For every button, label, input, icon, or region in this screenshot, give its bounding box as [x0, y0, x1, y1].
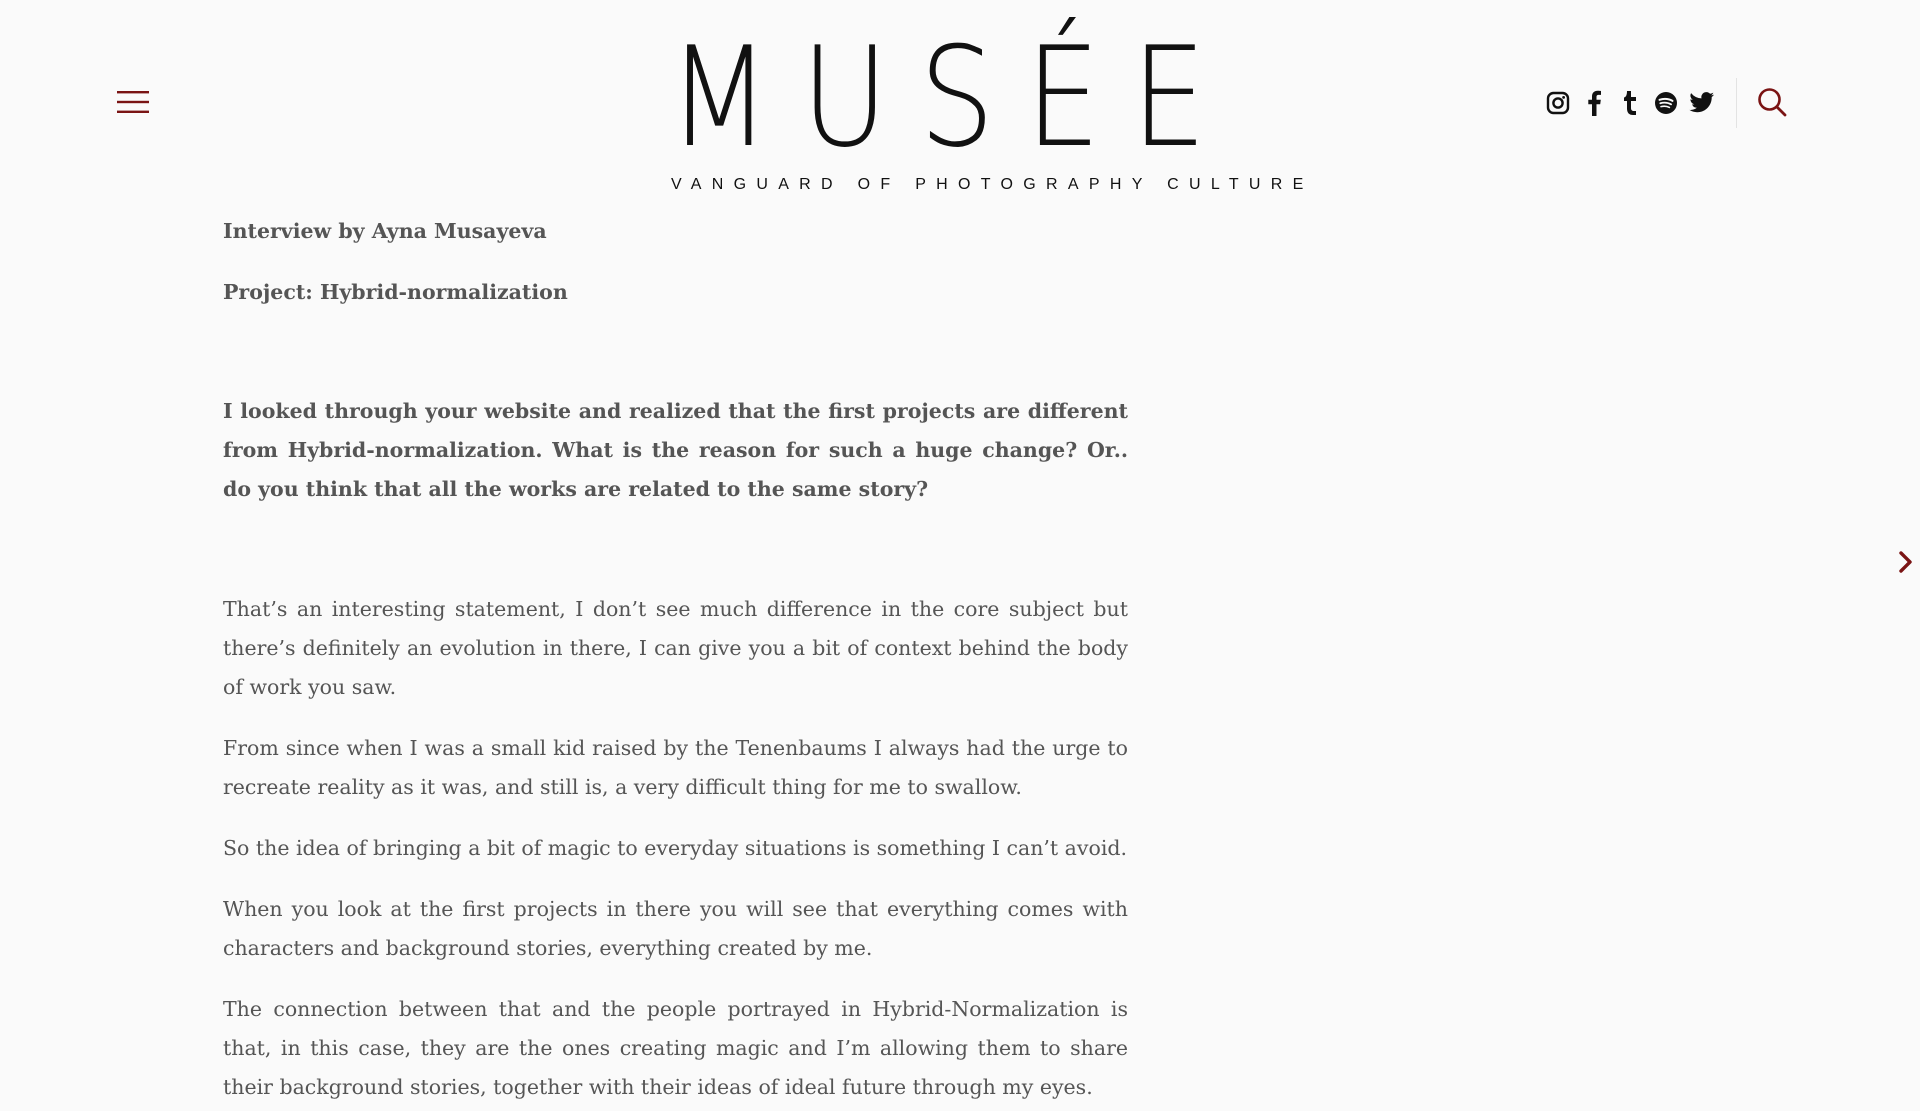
- facebook-icon[interactable]: [1576, 84, 1612, 122]
- logo-tagline: VANGUARD OF PHOTOGRAPHY CULTURE: [671, 176, 1314, 193]
- hamburger-menu-icon[interactable]: [115, 88, 151, 116]
- twitter-icon[interactable]: [1684, 84, 1720, 122]
- answer-paragraph: So the idea of bringing a bit of magic to everyday situations is something I can’t avoid.: [223, 836, 1128, 860]
- logo-wordmark: MUSÉE: [668, 17, 1238, 178]
- article-project: Project: Hybrid-normalization: [223, 280, 568, 304]
- site-logo[interactable]: [665, 8, 1314, 194]
- answer-paragraph: When you look at the first projects in there you will see that everything comes with characters and background stories, everything created by me.: [223, 897, 1128, 960]
- spotify-icon[interactable]: [1648, 84, 1684, 122]
- site-header: [0, 0, 1920, 200]
- next-article-chevron-icon[interactable]: [1896, 548, 1916, 576]
- article-byline: Interview by Ayna Musayeva: [223, 219, 547, 243]
- article-body: [223, 212, 1128, 1111]
- answer-paragraph: The connection between that and the people portrayed in Hybrid-Normalization is that, in this case, they are the ones creating magic and I’m allowing them to share their background stories, together with their ideas of ideal future through my eyes.: [223, 997, 1128, 1099]
- social-links: [1540, 84, 1720, 122]
- interview-answer: [223, 590, 1128, 1107]
- tumblr-icon[interactable]: [1612, 84, 1648, 122]
- answer-paragraph: That’s an interesting statement, I don’t see much difference in the core subject but there’s definitely an evolution in there, I can give you a bit of context behind the body of work you saw.: [223, 597, 1128, 699]
- interview-question: I looked through your website and realized that the first projects are different from Hybrid-normalization. What is the reason for such a huge change? Or.. do you think that all the works are related to the same story?: [223, 399, 1128, 501]
- header-divider: [1736, 78, 1737, 128]
- instagram-icon[interactable]: [1540, 84, 1576, 122]
- answer-paragraph: From since when I was a small kid raised by the Tenenbaums I always had the urge to recreate reality as it was, and still is, a very difficult thing for me to swallow.: [223, 736, 1128, 799]
- search-icon[interactable]: [1756, 86, 1788, 118]
